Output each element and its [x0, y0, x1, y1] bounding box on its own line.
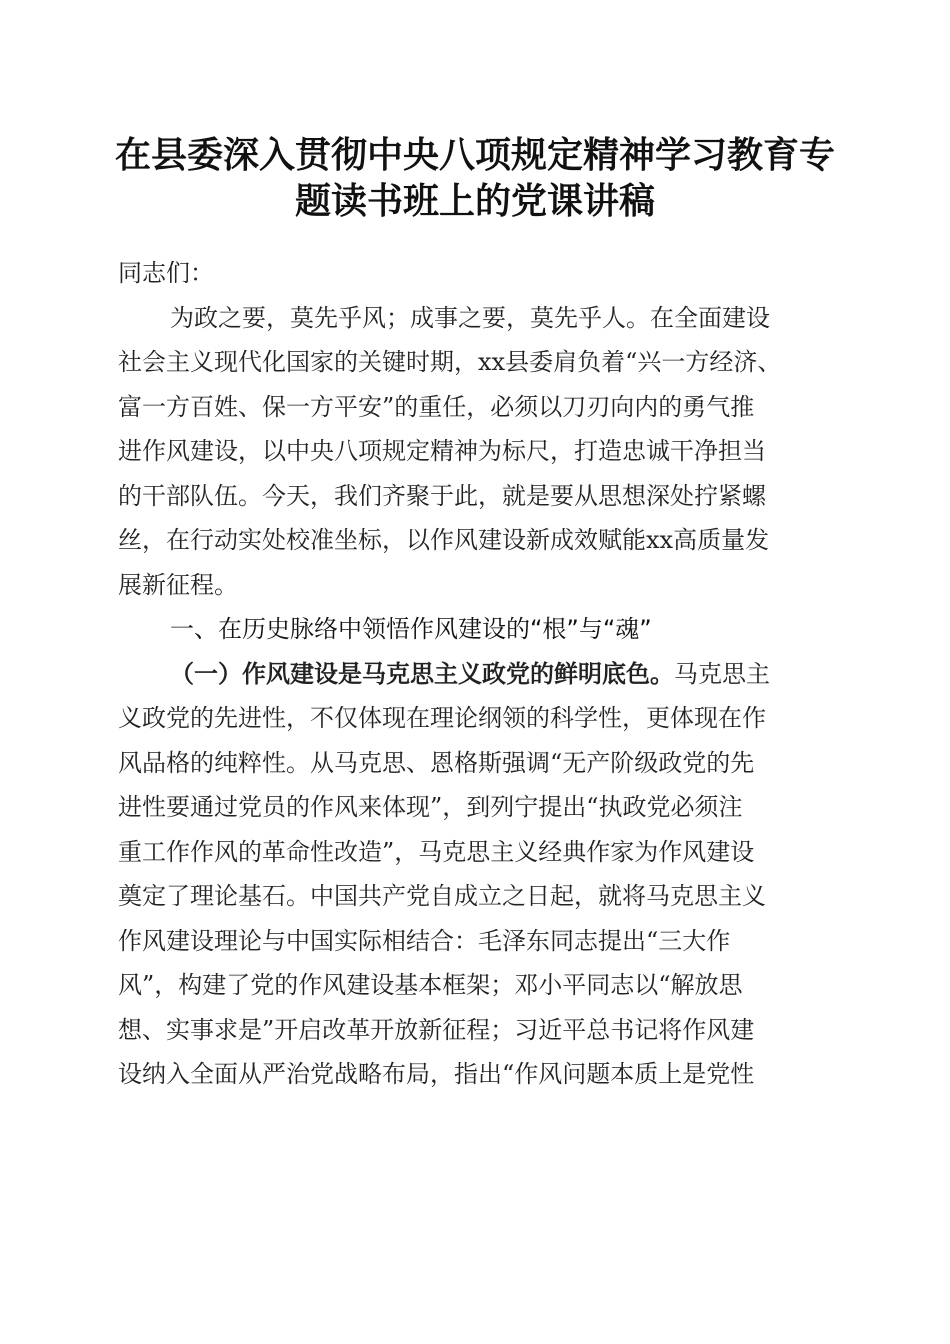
paragraph-line: 作风建设理论与中国实际相结合：毛泽东同志提出“三大作: [118, 926, 731, 955]
paragraph-line: 展新征程。: [118, 570, 238, 599]
paragraph-line: 进性要通过党员的作风来体现”，到列宁提出“执政党必须注: [118, 793, 743, 821]
paragraph-line: 想、实事求是”开启改革开放新征程；习近平总书记将作风建: [118, 1015, 755, 1044]
paragraph-line: 奠定了理论基石。中国共产党自成立之日起，就将马克思主义: [118, 882, 766, 910]
paragraph-line: 设纳入全面从严治党战略布局，指出“作风问题本质上是党性: [118, 1060, 755, 1088]
title-line-2: 题读书班上的党课讲稿: [294, 180, 655, 222]
paragraph-line: 进作风建设，以中央八项规定精神为标尺，打造忠诚干净担当: [118, 437, 766, 465]
paragraph-line: 风”，构建了党的作风建设基本框架；邓小平同志以“解放思: [118, 971, 743, 999]
document-title: [100, 132, 850, 224]
paragraph-line: 富一方百姓、保一方平安”的重任，必须以刀刃向内的勇气推: [118, 392, 755, 421]
salutation: 同志们：: [118, 259, 214, 287]
subsection-lead: （一）作风建设是马克思主义政党的鲜明底色。: [170, 658, 674, 688]
paragraph-line: [118, 652, 830, 697]
paragraph-line: 重工作作风的革命性改造”，马克思主义经典作家为作风建设: [118, 837, 755, 866]
paragraph-line: 的干部队伍。今天，我们齐聚于此，就是要从思想深处拧紧螺: [118, 481, 766, 510]
section-heading: 一、在历史脉络中领悟作风建设的“根”与“魂”: [170, 615, 652, 643]
paragraph-line: 风品格的纯粹性。从马克思、恩格斯强调“无产阶级政党的先: [118, 748, 755, 777]
paragraph-line: 丝，在行动实处校准坐标，以作风建设新成效赋能xx高质量发: [118, 526, 770, 554]
document-body: [118, 251, 830, 1097]
paragraph-line: 义政党的先进性，不仅体现在理论纲领的科学性，更体现在作: [118, 704, 766, 732]
subsection-paragraph: [118, 652, 830, 1097]
intro-paragraph: [118, 296, 830, 608]
title-line-1: 在县委深入贯彻中央八项规定精神学习教育专: [114, 134, 835, 176]
paragraph-line: 为政之要，莫先乎风；成事之要，莫先乎人。在全面建设: [170, 303, 770, 332]
paragraph-line-rest: 马克思主: [674, 659, 770, 688]
paragraph-line: 社会主义现代化国家的关键时期，xx县委肩负着“兴一方经济、: [118, 348, 782, 376]
